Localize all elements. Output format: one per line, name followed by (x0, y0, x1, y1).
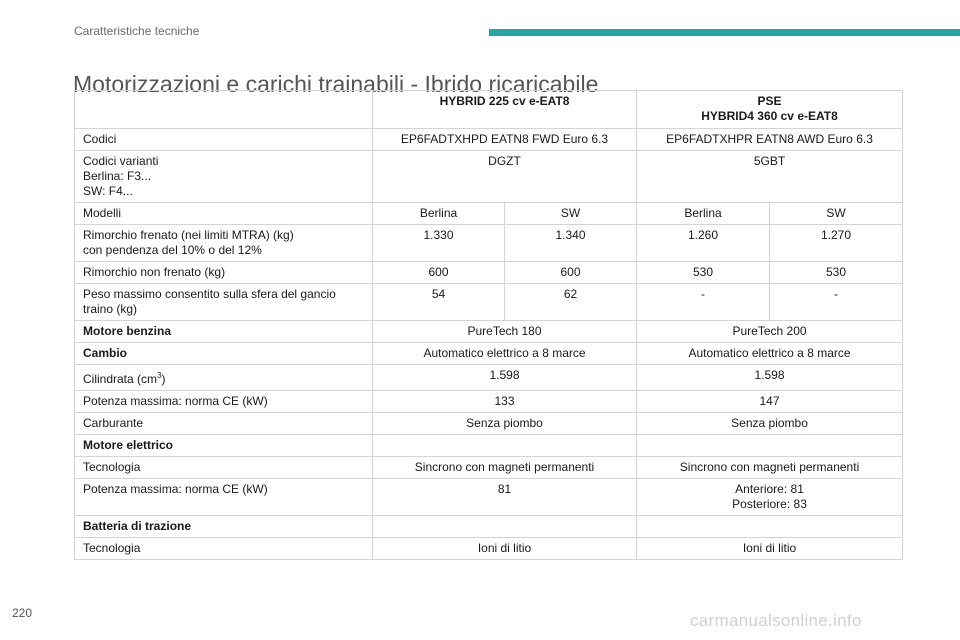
row-label: Codici (75, 129, 373, 151)
row-label: Peso massimo consentito sulla sfera del gancio traino (kg) (75, 284, 373, 321)
table-cell: SW (770, 203, 903, 225)
table-cell: Automatico elettrico a 8 marce (373, 343, 637, 365)
table-cell: 1.330 (373, 225, 505, 262)
table-row (75, 479, 903, 516)
table-cell: 54 (373, 284, 505, 321)
table-row (75, 203, 903, 225)
row-label: Codici varianti Berlina: F3... SW: F4... (75, 151, 373, 203)
row-label: Modelli (75, 203, 373, 225)
table-row (75, 516, 903, 538)
table-cell: Ioni di litio (373, 538, 637, 560)
row-label: Motore benzina (75, 321, 373, 343)
row-label: Carburante (75, 413, 373, 435)
table-cell: EP6FADTXHPD EATN8 FWD Euro 6.3 (373, 129, 637, 151)
table-cell: SW (505, 203, 637, 225)
row-label: Tecnologia (75, 538, 373, 560)
row-label-text: Cilindrata (cm (83, 372, 158, 386)
table-cell: Senza piombo (373, 413, 637, 435)
table-cell: Automatico elettrico a 8 marce (637, 343, 903, 365)
table-cell (373, 435, 637, 457)
table-cell: EP6FADTXHPR EATN8 AWD Euro 6.3 (637, 129, 903, 151)
table-cell: Berlina (373, 203, 505, 225)
spec-table (74, 90, 903, 560)
table-cell (637, 435, 903, 457)
table-cell: Sincrono con magneti permanenti (637, 457, 903, 479)
header-accent-bar (489, 29, 960, 36)
table-row (75, 538, 903, 560)
watermark: carmanualsonline.info (690, 611, 862, 630)
row-label: Potenza massima: norma CE (kW) (75, 391, 373, 413)
table-corner-cell (75, 91, 373, 129)
column-header-hybrid4: PSE HYBRID4 360 cv e-EAT8 (637, 91, 903, 129)
column-header-hybrid: HYBRID 225 cv e-EAT8 (373, 91, 637, 129)
table-cell: 147 (637, 391, 903, 413)
table-cell: DGZT (373, 151, 637, 203)
table-cell: 1.270 (770, 225, 903, 262)
table-cell: 5GBT (637, 151, 903, 203)
table-cell: 600 (373, 262, 505, 284)
table-row (75, 457, 903, 479)
table-row (75, 225, 903, 262)
page-number: 220 (12, 606, 33, 620)
table-row (75, 284, 903, 321)
table-cell: 1.598 (637, 365, 903, 391)
row-label: Motore elettrico (75, 435, 373, 457)
table-cell: PureTech 200 (637, 321, 903, 343)
table-row (75, 262, 903, 284)
table-row (75, 435, 903, 457)
row-label: Potenza massima: norma CE (kW) (75, 479, 373, 516)
table-row (75, 413, 903, 435)
row-label: Tecnologia (75, 457, 373, 479)
table-row (75, 391, 903, 413)
row-label (75, 365, 373, 391)
table-cell: Berlina (637, 203, 770, 225)
table-row (75, 151, 903, 203)
table-cell: 1.598 (373, 365, 637, 391)
row-label: Batteria di trazione (75, 516, 373, 538)
row-label: Cambio (75, 343, 373, 365)
table-header-row (75, 91, 903, 129)
table-cell: 1.260 (637, 225, 770, 262)
row-label-end: ) (161, 372, 166, 386)
row-label: Rimorchio non frenato (kg) (75, 262, 373, 284)
table-row (75, 343, 903, 365)
table-cell: Sincrono con magneti permanenti (373, 457, 637, 479)
table-cell: Anteriore: 81 Posteriore: 83 (637, 479, 903, 516)
table-cell (373, 516, 637, 538)
table-cell: 600 (505, 262, 637, 284)
table-cell: 81 (373, 479, 637, 516)
table-cell: - (770, 284, 903, 321)
section-label: Caratteristiche tecniche (74, 24, 200, 38)
table-cell: 530 (637, 262, 770, 284)
row-label: Rimorchio frenato (nei limiti MTRA) (kg) con pendenza del 10% o del 12% (75, 225, 373, 262)
table-cell: Senza piombo (637, 413, 903, 435)
page-title: Motorizzazioni e carichi trainabili - Ibrido ricaricabile (73, 71, 599, 98)
table-cell: PureTech 180 (373, 321, 637, 343)
table-cell: - (637, 284, 770, 321)
table-cell: 1.340 (505, 225, 637, 262)
table-row (75, 321, 903, 343)
superscript: 3 (157, 371, 162, 380)
table-cell: Ioni di litio (637, 538, 903, 560)
table-cell: 133 (373, 391, 637, 413)
table-cell: 530 (770, 262, 903, 284)
table-cell (637, 516, 903, 538)
table-cell: 62 (505, 284, 637, 321)
table-row (75, 365, 903, 391)
table-row (75, 129, 903, 151)
